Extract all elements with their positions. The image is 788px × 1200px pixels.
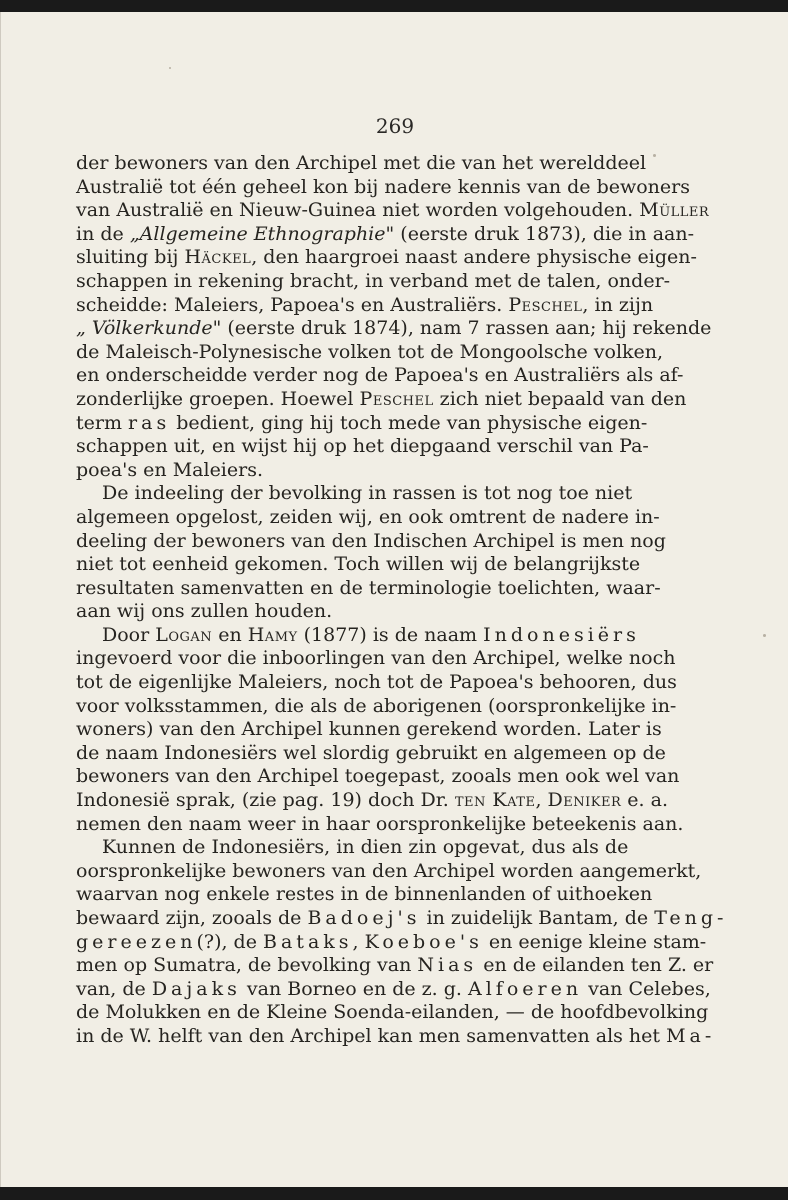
text-segment: , <box>352 930 365 953</box>
text-line <box>76 977 711 1002</box>
text-segment: men op Sumatra, de bevolking van <box>76 954 418 977</box>
text-line <box>76 859 702 884</box>
text-segment: Logan <box>155 623 213 646</box>
text-segment: zonderlijke groepen. Hoewel <box>76 387 360 410</box>
text-segment: " (eerste druk 1873), die in aan- <box>385 222 695 245</box>
text-line <box>76 459 626 483</box>
text-line <box>76 269 671 294</box>
text-segment: van Australië en Nieuw-Guinea niet worden volgehouden. <box>76 199 640 222</box>
text-segment: algemeen opgelost, zeiden wij, en ook omtrent de nadere in- <box>76 505 660 528</box>
text-line <box>76 907 728 931</box>
text-segment: tot de eigenlijke Maleiers, noch tot de Papoea's behooren, dus <box>76 671 677 694</box>
text-line <box>76 836 629 860</box>
text-segment: aan wij ons zullen houden. <box>76 600 333 623</box>
text-segment: " (eerste druk 1874), nam 7 rassen aan; hij rekende <box>212 317 712 340</box>
text-segment: , den haargroei naast andere physische eigen- <box>251 246 697 269</box>
text-segment: en onderscheidde verder nog de Papoea's en Australiërs als af- <box>76 364 684 387</box>
text-segment: (1877) is de naam <box>297 623 484 646</box>
text-segment: Ma- <box>666 1024 716 1047</box>
text-segment: e. a. <box>621 789 668 812</box>
text-segment: in de <box>76 222 130 245</box>
text-segment: en de eilanden ten Z. er <box>477 954 714 977</box>
text-line <box>76 152 647 176</box>
text-segment: sluiting bij <box>76 246 185 269</box>
text-segment: bedient, ging hij toch mede van physische eigen- <box>170 411 648 434</box>
text-segment: Indonesië sprak, (zie pag. 19) doch Dr. <box>76 789 455 812</box>
book-page <box>0 12 788 1187</box>
text-segment: waarvan nog enkele restes in de binnenlanden of uithoeken <box>76 883 653 906</box>
text-line <box>76 482 633 506</box>
text-line <box>76 505 660 530</box>
text-segment: De indeeling der bevolking in rassen is tot nog toe niet <box>102 482 633 505</box>
text-segment: Bataks <box>263 930 353 953</box>
text-segment: „ Völkerkunde <box>76 317 213 340</box>
text-line <box>76 435 649 459</box>
text-segment: Australië tot één geheel kon bij nadere kennis van de bewoners <box>76 175 690 198</box>
text-line <box>76 364 684 388</box>
text-line <box>76 741 666 766</box>
text-line <box>76 222 695 247</box>
page-number: 269 <box>375 114 415 138</box>
text-segment: bewaard zijn, zooals de <box>76 907 308 929</box>
text-line <box>76 340 664 365</box>
text-segment: scheidde: Maleiers, Papoea's en Australiërs. <box>76 293 509 316</box>
text-line <box>76 600 626 624</box>
text-segment: de naam Indonesiërs wel slordig gebruikt en algemeen op de <box>76 741 666 764</box>
text-line <box>76 246 697 270</box>
text-segment: nemen den naam weer in haar oorspronkelijke beteekenis aan. <box>76 812 684 835</box>
text-segment: niet tot eenheid gekomen. Toch willen wij de belangrijkste <box>76 553 641 576</box>
text-segment: bewoners van den Archipel toegepast, zooals men ook wel van <box>76 765 680 788</box>
text-line <box>76 765 680 789</box>
text-line <box>76 623 640 648</box>
text-line <box>76 529 666 554</box>
text-line <box>76 789 668 813</box>
text-line <box>76 293 654 318</box>
text-line <box>76 883 653 907</box>
text-segment: , in zijn <box>582 293 654 316</box>
text-line <box>76 411 648 436</box>
text-segment: Häckel <box>184 246 252 269</box>
text-line <box>76 812 684 837</box>
text-segment: de Molukken en de Kleine Soenda-eilanden, — de hoofdbevolking <box>76 1001 709 1024</box>
text-segment: in de W. helft van den Archipel kan men samenvatten als het <box>76 1024 667 1047</box>
text-segment: Müller <box>639 199 710 222</box>
paper-speck <box>763 634 766 637</box>
text-segment: Deniker <box>547 789 622 812</box>
text-segment: ras <box>128 411 171 434</box>
text-segment: Indonesiërs <box>483 623 640 646</box>
text-segment: woners) van den Archipel kunnen gerekend worden. Later is <box>76 718 662 741</box>
text-segment: en <box>212 623 248 646</box>
text-segment: Koeboe's <box>364 930 483 953</box>
text-segment: term <box>76 411 129 434</box>
text-segment: van Borneo en de z. g. <box>240 977 468 1000</box>
text-segment: zich niet bepaald van den <box>433 387 687 410</box>
text-segment: ten Kate <box>454 789 536 812</box>
text-segment: Peschel <box>359 387 434 410</box>
text-segment: van, de <box>76 977 152 1000</box>
text-segment: oorspronkelijke bewoners van den Archipel worden aangemerkt, <box>76 859 702 882</box>
text-line <box>76 317 712 341</box>
text-segment: Hamy <box>247 623 298 646</box>
text-line <box>76 954 714 978</box>
text-segment: Nias <box>417 954 478 977</box>
text-segment: schappen in rekening bracht, in verband met de talen, onder- <box>76 269 671 292</box>
text-line <box>76 694 677 719</box>
text-segment: , <box>535 789 548 812</box>
text-line <box>76 553 641 577</box>
paper-speck <box>169 67 171 69</box>
text-segment: „Allgemeine Ethnographie <box>129 222 386 245</box>
text-segment: der bewoners van den Archipel met die van het werelddeel <box>76 152 647 174</box>
text-segment: poea's en Maleiers. <box>76 458 264 481</box>
text-segment: Peschel <box>508 293 583 316</box>
text-segment: deeling der bewoners van den Indischen Archipel is men nog <box>76 529 666 552</box>
text-line <box>76 175 690 200</box>
text-line <box>76 1001 709 1025</box>
text-line <box>76 671 677 695</box>
text-line <box>76 930 707 955</box>
text-segment: ingevoerd voor die inboorlingen van den Archipel, welke noch <box>76 647 676 670</box>
text-segment: resultaten samenvatten en de terminologie toelichten, waar- <box>76 576 661 599</box>
text-line <box>76 718 662 742</box>
text-segment: Alfoeren <box>468 977 583 1000</box>
text-segment: voor volksstammen, die als de aborigenen (oorspronkelijke in- <box>76 694 677 717</box>
text-segment: schappen uit, en wijst hij op het diepgaand verschil van Pa- <box>76 435 649 458</box>
text-segment: (?), de <box>196 930 264 953</box>
text-segment: Kunnen de Indonesiërs, in dien zin opgevat, dus als de <box>102 836 629 859</box>
text-line <box>76 1024 716 1049</box>
text-segment: in zuidelijk Bantam, de <box>420 907 655 929</box>
text-segment: de Maleisch-Polynesische volken tot de Mongoolsche volken, <box>76 340 664 363</box>
text-segment: Badoej's <box>307 907 421 929</box>
text-segment: van Celebes, <box>582 977 711 1000</box>
body-text <box>76 152 728 1049</box>
text-line <box>76 647 676 671</box>
paper-speck <box>653 154 656 157</box>
text-segment: en eenige kleine stam- <box>482 930 707 953</box>
text-segment: Door <box>102 623 156 646</box>
text-line <box>76 576 661 601</box>
text-line <box>76 199 710 223</box>
text-line <box>76 387 687 412</box>
text-segment: Teng- <box>654 907 728 929</box>
text-segment: Dajaks <box>151 977 241 1000</box>
text-segment: gereezen <box>76 930 197 953</box>
